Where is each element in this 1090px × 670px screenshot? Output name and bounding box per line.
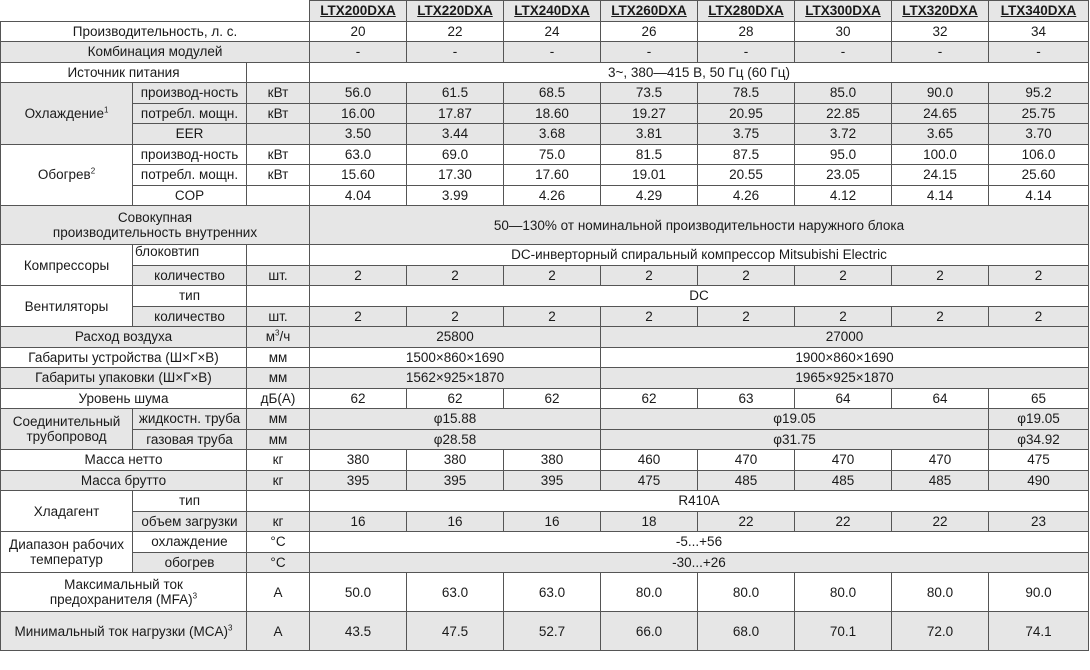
merged-value: 1562×925×1870 [310,368,601,389]
value-cell: - [795,42,892,63]
value-cell: 87.5 [698,144,795,165]
value-cell: 52.7 [504,612,601,651]
merged-value: -5...+56 [310,532,1089,553]
value-cell: 3.70 [989,124,1089,145]
sub-label: тип [133,286,247,307]
sub-label: потребл. мощн. [133,165,247,186]
label-line: Диапазон рабочих [9,537,124,552]
model-header: LTX320DXA [892,1,989,22]
unit-cell: А [247,612,310,651]
table-row [1,103,1089,124]
table-row [1,491,1089,512]
sub-label: количество [133,306,247,327]
value-cell: 19.01 [601,165,698,186]
model-header: LTX300DXA [795,1,892,22]
merged-value: 1500×860×1690 [310,347,601,368]
footnote-marker: 1 [103,105,109,115]
table-row [1,388,1089,409]
table-row [1,42,1089,63]
value-cell: 3.81 [601,124,698,145]
sub-label: объем загрузки [133,511,247,532]
value-cell: 24 [504,21,601,42]
value-cell: φ34.92 [989,429,1089,450]
value-cell: 32 [892,21,989,42]
group-label: Вентиляторы [1,286,133,327]
value-cell: 18 [601,511,698,532]
value-cell: 62 [504,388,601,409]
value-cell: 65 [989,388,1089,409]
value-cell: 3.68 [504,124,601,145]
value-cell: 460 [601,450,698,471]
sub-label: газовая труба [133,429,247,450]
table-row [1,62,1089,83]
value-cell: 4.26 [698,185,795,206]
sub-label: COP [133,185,247,206]
value-cell: 3.72 [795,124,892,145]
value-cell: 2 [795,306,892,327]
row-label: Габариты упаковки (Ш×Г×В) [1,368,247,389]
table-row [1,612,1089,651]
value-cell: - [407,42,504,63]
merged-value: φ15.88 [310,409,601,430]
value-cell: 3.65 [892,124,989,145]
value-cell: 380 [310,450,407,471]
value-cell: 22 [795,511,892,532]
value-cell: 470 [892,450,989,471]
unit-cell: мм [247,368,310,389]
value-cell: 470 [795,450,892,471]
value-cell: 380 [504,450,601,471]
value-cell: 395 [504,470,601,491]
value-cell: 26 [601,21,698,42]
value-cell: 75.0 [504,144,601,165]
sub-label: тип [133,491,247,512]
table-row [1,511,1089,532]
table-row [1,124,1089,145]
value-cell: 395 [407,470,504,491]
value-cell: 66.0 [601,612,698,651]
model-header: LTX340DXA [989,1,1089,22]
unit-cell [247,327,310,348]
unit-cell: кг [247,450,310,471]
footnote-marker: 3 [275,328,280,338]
unit-cell [247,245,310,266]
value-cell: - [310,42,407,63]
value-cell: 72.0 [892,612,989,651]
value-cell: 64 [892,388,989,409]
value-cell: 63.0 [504,573,601,612]
table-row [1,368,1089,389]
group-label-text: Обогрев [37,167,91,183]
table-row [1,306,1089,327]
value-cell: 34 [989,21,1089,42]
merged-value: φ28.58 [310,429,601,450]
value-cell: - [989,42,1089,63]
unit-cell: кВт [247,103,310,124]
value-cell: 28 [698,21,795,42]
row-label: Уровень шума [1,388,247,409]
merged-value: 3~, 380—415 В, 50 Гц (60 Гц) [310,62,1089,83]
value-cell: 2 [504,306,601,327]
table-row [1,185,1089,206]
unit-cell: кг [247,511,310,532]
value-cell: 2 [892,306,989,327]
unit-cell: дБ(А) [247,388,310,409]
value-cell: - [601,42,698,63]
unit-cell [247,491,310,512]
value-cell: 63.0 [310,144,407,165]
value-cell: 485 [698,470,795,491]
value-cell: 2 [989,265,1089,286]
value-cell: 4.12 [795,185,892,206]
unit-cell [247,185,310,206]
value-cell: 43.5 [310,612,407,651]
merged-value: -30...+26 [310,552,1089,573]
value-cell: 24.65 [892,103,989,124]
value-cell: 64 [795,388,892,409]
value-cell: 2 [310,265,407,286]
model-header: LTX260DXA [601,1,698,22]
merged-value: φ19.05 [601,409,989,430]
sub-label-text: тип [178,244,200,260]
table-row [1,1,1089,22]
unit-text: /ч [279,329,291,345]
label-line: Соединительный [12,414,121,429]
value-cell: 81.5 [601,144,698,165]
table-row [1,245,1089,266]
value-cell: 62 [601,388,698,409]
value-cell: 95.2 [989,83,1089,104]
value-cell: 68.5 [504,83,601,104]
unit-cell: кг [247,470,310,491]
value-cell: 475 [601,470,698,491]
row-label: Габариты устройства (Ш×Г×В) [1,347,247,368]
value-cell: 63.0 [407,573,504,612]
value-cell: 2 [892,265,989,286]
value-cell: 90.0 [892,83,989,104]
row-label [1,573,247,612]
value-cell: 23.05 [795,165,892,186]
value-cell: 70.1 [795,612,892,651]
value-cell: 380 [407,450,504,471]
row-label: Масса нетто [1,450,247,471]
group-label [1,83,133,145]
table-row [1,409,1089,430]
value-cell: 22 [407,21,504,42]
value-cell: 18.60 [504,103,601,124]
value-cell: 2 [601,306,698,327]
sub-label: потребл. мощн. [133,103,247,124]
footnote-marker: 3 [228,623,233,632]
table-row [1,144,1089,165]
unit-cell: шт. [247,306,310,327]
row-label: Комбинация модулей [1,42,310,63]
value-cell: 90.0 [989,573,1089,612]
label-line: Минимальный ток нагрузки (MCA) [14,623,229,639]
label-line: производительность внутренних [52,225,258,240]
sub-label: производ-ность [133,144,247,165]
merged-value: DC [310,286,1089,307]
value-cell: 395 [310,470,407,491]
unit-cell [247,62,310,83]
value-cell: 69.0 [407,144,504,165]
value-cell: 30 [795,21,892,42]
table-row [1,165,1089,186]
table-row [1,532,1089,553]
value-cell: 22.85 [795,103,892,124]
group-label [1,409,133,450]
unit-cell: мм [247,429,310,450]
unit-cell [247,124,310,145]
value-cell: 485 [795,470,892,491]
value-cell: 22 [892,511,989,532]
value-cell: 3.50 [310,124,407,145]
value-cell: 80.0 [698,573,795,612]
row-label [1,206,310,245]
table-row [1,21,1089,42]
model-header: LTX220DXA [407,1,504,22]
value-cell: 74.1 [989,612,1089,651]
group-label: Хладагент [1,491,133,532]
value-cell: 4.26 [504,185,601,206]
table-row [1,450,1089,471]
value-cell: 4.14 [892,185,989,206]
unit-cell: мм [247,409,310,430]
value-cell: 2 [795,265,892,286]
value-cell: 2 [989,306,1089,327]
value-cell: 23 [989,511,1089,532]
row-label [1,612,247,651]
value-cell: 47.5 [407,612,504,651]
merged-value: R410A [310,491,1089,512]
merged-value: 25800 [310,327,601,348]
value-cell: 16 [407,511,504,532]
merged-value: DC-инверторный спиральный компрессор Mitsubishi Electric [310,245,1089,266]
table-row [1,470,1089,491]
table-row [1,206,1089,245]
value-cell: - [698,42,795,63]
value-cell: 20.55 [698,165,795,186]
model-header: LTX200DXA [310,1,407,22]
table-row [1,286,1089,307]
value-cell: 485 [892,470,989,491]
merged-value: 27000 [601,327,1089,348]
value-cell: 62 [407,388,504,409]
value-cell: 80.0 [795,573,892,612]
value-cell: 61.5 [407,83,504,104]
merged-value: 1900×860×1690 [601,347,1089,368]
value-cell: 19.27 [601,103,698,124]
unit-cell: кВт [247,83,310,104]
model-header: LTX240DXA [504,1,601,22]
value-cell: 2 [601,265,698,286]
label-line: предохранителя (MFA) [49,592,193,607]
value-cell: 80.0 [892,573,989,612]
table-row [1,552,1089,573]
value-cell: 16 [504,511,601,532]
value-cell: 25.75 [989,103,1089,124]
value-cell: 100.0 [892,144,989,165]
unit-cell: °С [247,532,310,553]
sub-label: обогрев [133,552,247,573]
value-cell: 2 [504,265,601,286]
value-cell: 15.60 [310,165,407,186]
value-cell: 470 [698,450,795,471]
merged-value: 1965×925×1870 [601,368,1089,389]
value-cell: 490 [989,470,1089,491]
table-row [1,573,1089,612]
sub-label: охлаждение [133,532,247,553]
unit-cell: кВт [247,144,310,165]
value-cell: 68.0 [698,612,795,651]
value-cell: - [892,42,989,63]
group-label-text: Охлаждение [24,105,104,121]
value-cell: 4.29 [601,185,698,206]
label-line: температур [30,552,103,567]
value-cell: 24.15 [892,165,989,186]
group-label: Компрессоры [1,245,133,286]
value-cell: 475 [989,450,1089,471]
value-cell: 2 [698,306,795,327]
value-cell: - [504,42,601,63]
label-line: трубопровод [26,429,107,444]
merged-value: φ31.75 [601,429,989,450]
value-cell: 4.04 [310,185,407,206]
row-label: Расход воздуха [1,327,247,348]
value-cell: 2 [310,306,407,327]
value-cell: 95.0 [795,144,892,165]
unit-cell: °С [247,552,310,573]
unit-text: м [265,329,276,345]
row-label: Источник питания [1,62,247,83]
label-line: Максимальный ток [64,577,183,592]
unit-cell: шт. [247,265,310,286]
value-cell: 20.95 [698,103,795,124]
value-cell: 106.0 [989,144,1089,165]
table-row [1,429,1089,450]
value-cell: 56.0 [310,83,407,104]
value-cell: 17.30 [407,165,504,186]
table-row [1,327,1089,348]
value-cell: 2 [698,265,795,286]
value-cell: 3.44 [407,124,504,145]
label-line: блоков [135,244,179,260]
sub-label: производ-ность [133,83,247,104]
merged-value: 50—130% от номинальной производительности наружного блока [310,206,1089,245]
unit-cell: А [247,573,310,612]
unit-cell: кВт [247,165,310,186]
sub-label: жидкостн. труба [133,409,247,430]
row-label: Производительность, л. с. [1,21,310,42]
value-cell: 2 [407,306,504,327]
value-cell: 73.5 [601,83,698,104]
table-row [1,347,1089,368]
sub-label: количество [133,265,247,286]
row-label: Масса брутто [1,470,247,491]
footnote-marker: 3 [192,591,198,601]
value-cell: 3.99 [407,185,504,206]
value-cell: 22 [698,511,795,532]
value-cell: 4.14 [989,185,1089,206]
value-cell: 2 [407,265,504,286]
unit-cell: мм [247,347,310,368]
value-cell: 62 [310,388,407,409]
value-cell: 63 [698,388,795,409]
table-row [1,83,1089,104]
value-cell: 25.60 [989,165,1089,186]
label-line: Совокупная [117,210,193,225]
model-header: LTX280DXA [698,1,795,22]
group-label [1,532,133,573]
value-cell: 3.75 [698,124,795,145]
value-cell: 16 [310,511,407,532]
value-cell: 20 [310,21,407,42]
value-cell: 80.0 [601,573,698,612]
corner-cell [1,1,310,22]
sub-label [133,245,247,266]
value-cell: 16.00 [310,103,407,124]
value-cell: 17.87 [407,103,504,124]
value-cell: 78.5 [698,83,795,104]
value-cell: 17.60 [504,165,601,186]
unit-cell [247,286,310,307]
value-cell: 85.0 [795,83,892,104]
footnote-marker: 2 [90,166,96,176]
table-row [1,265,1089,286]
group-label [1,144,133,206]
value-cell: φ19.05 [989,409,1089,430]
value-cell: 50.0 [310,573,407,612]
sub-label: EER [133,124,247,145]
